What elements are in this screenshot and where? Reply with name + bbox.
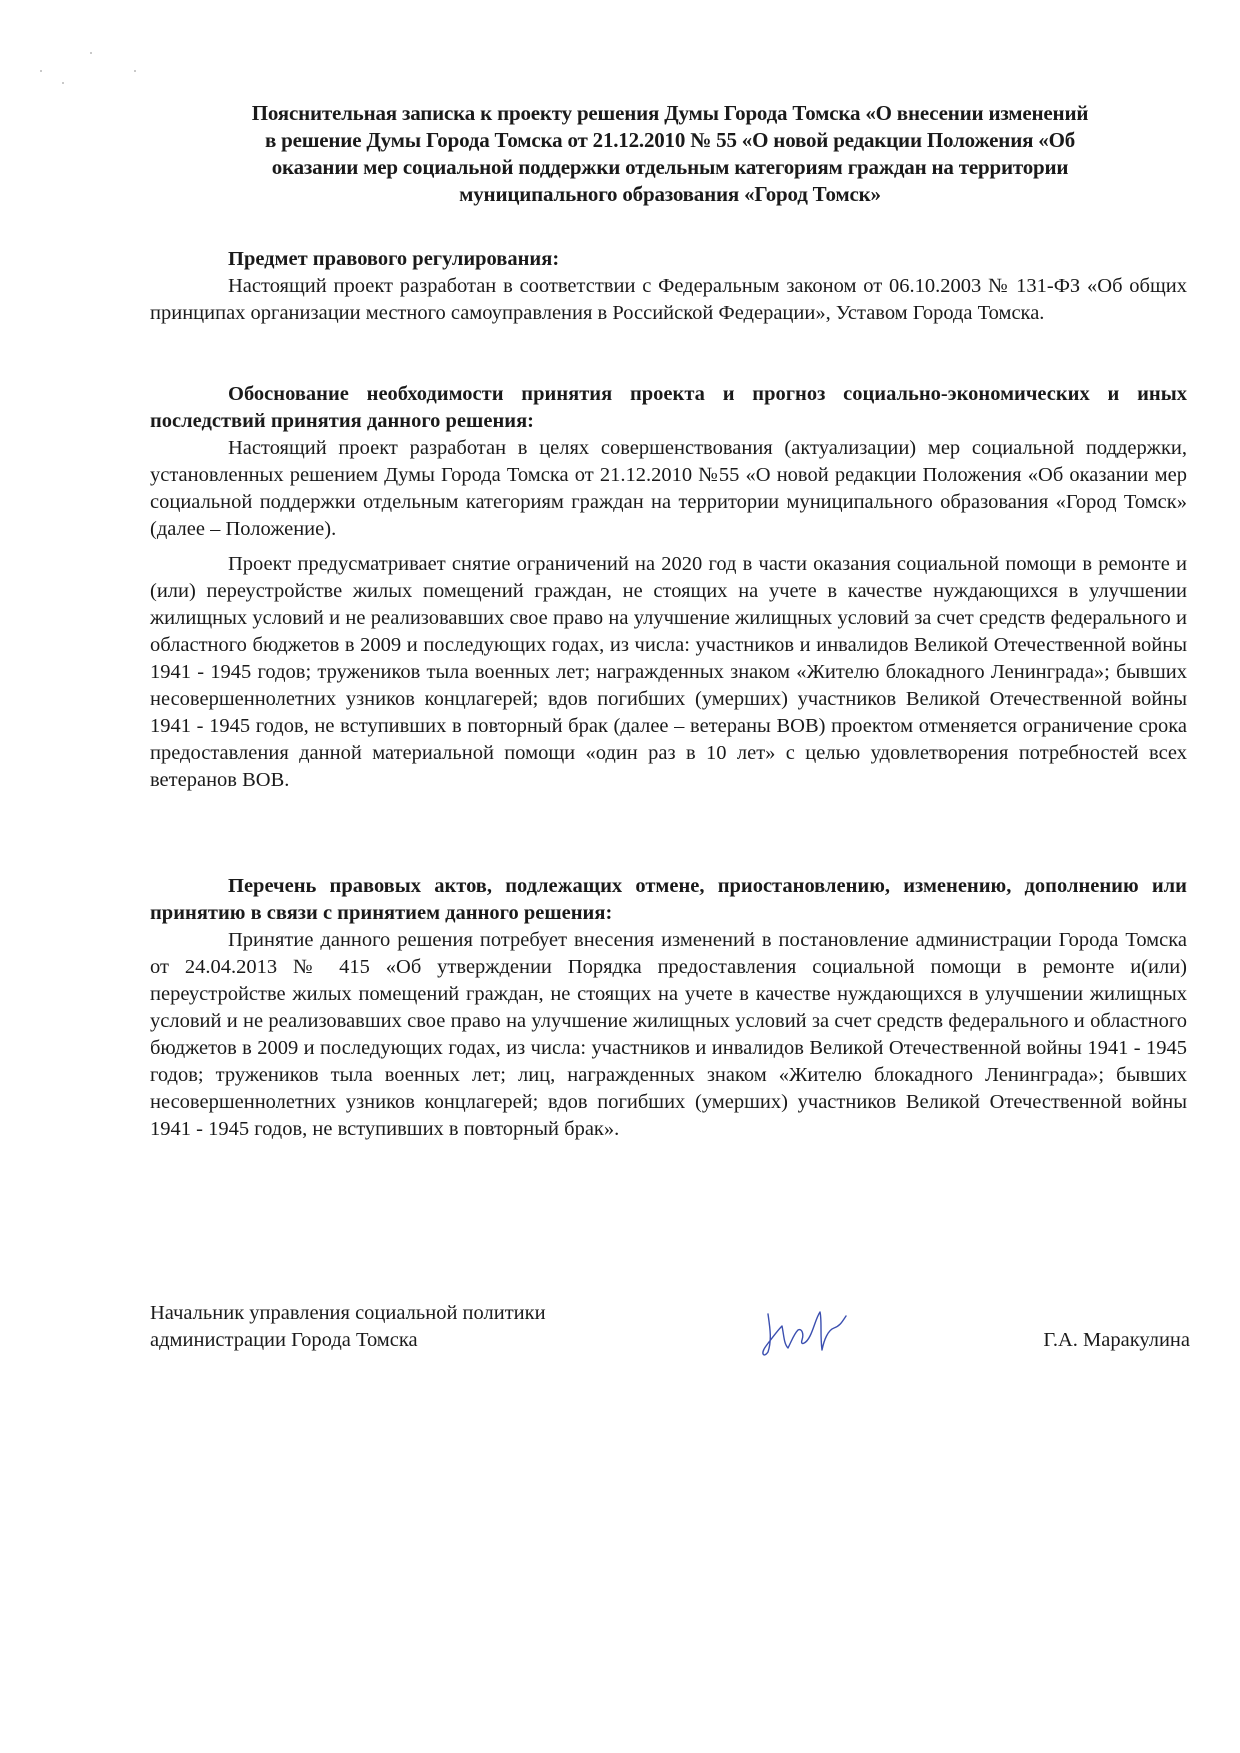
document-title xyxy=(150,100,1190,208)
section-paragraph: Принятие данного решения потребует внесения изменений в постановление администрации Города Томска от 24.04.2013 № 415 «Об утверждении Порядка предоставления социальной помощи в ремонте и(или) переустройстве жилых помещений граждан, не стоящих на учете в качестве нуждающихся в улучшении жилищных условий и не реализовавших свое право на улучшение жилищных условий за счет средств федерального и областного бюджетов в 2009 и последующих годах, из числа: участников и инвалидов Великой Отечественной войны 1941 - 1945 годов; тружеников тыла военных лет; лиц, награжденных знаком «Жителю блокадного Ленинграда»; бывших несовершеннолетних узников концлагерей; вдов погибших (умерших) участников Великой Отечественной войны 1941 - 1945 годов, не вступивших в повторный брак». xyxy=(150,929,1187,1140)
section-paragraph: Настоящий проект разработан в целях совершенствования (актуализации) мер социальной поддержки, установленных решением Думы Города Томска от 21.12.2010 №55 «О новой редакции Положения «Об оказании мер социальной поддержки отдельным категориям граждан на территории муниципального образования «Город Томск» (далее – Положение). xyxy=(150,437,1187,540)
signatory-role-line: Начальник управления социальной политики xyxy=(150,1302,546,1324)
signatory-role xyxy=(150,1300,546,1354)
section-rationale xyxy=(150,381,1187,794)
section-heading: Предмет правового регулирования: xyxy=(228,248,560,270)
section-paragraph: Проект предусматривает снятие ограничений на 2020 год в части оказания социальной помощи в ремонте и (или) переустройстве жилых помещений граждан, не стоящих на учете в качестве нуждающихся в улучшении жилищных условий и не реализовавших свое право на улучшение жилищных условий за счет средств федерального и областного бюджетов в 2009 и последующих годах, из числа: участников и инвалидов Великой Отечественной войны 1941 - 1945 годов; тружеников тыла военных лет; награжденных знаком «Жителю блокадного Ленинграда»; бывших несовершеннолетних узников концлагерей; вдов погибших (умерших) участников Великой Отечественной войны 1941 - 1945 годов, не вступивших в повторный брак (далее – ветераны ВОВ) проектом отменяется ограничение срока предоставления данной материальной помощи «один раз в 10 лет» с целью удовлетворения потребностей всех ветеранов ВОВ. xyxy=(150,553,1187,791)
signatory-name: Г.А. Маракулина xyxy=(1043,1329,1190,1351)
signatory-role-line: администрации Города Томска xyxy=(150,1329,418,1351)
section-subject xyxy=(150,246,1187,327)
title-line: Пояснительная записка к проекту решения Думы Города Томска «О внесении изменений xyxy=(251,101,1089,125)
scan-artifact xyxy=(134,70,136,72)
title-line: оказании мер социальной поддержки отдельным категориям граждан на территории xyxy=(271,155,1069,179)
scan-artifact xyxy=(40,70,42,72)
scan-artifact xyxy=(90,52,92,54)
handwritten-signature-icon xyxy=(750,1300,860,1360)
scan-artifact xyxy=(62,82,64,84)
section-legal-acts xyxy=(150,873,1187,1143)
signature-block xyxy=(150,1300,1190,1360)
title-line: в решение Думы Города Томска от 21.12.2010 № 55 «О новой редакции Положения «Об xyxy=(264,128,1076,152)
section-heading: Обоснование необходимости принятия проекта и прогноз социально-экономических и иных последствий принятия данного решения: xyxy=(150,383,1187,432)
section-heading: Перечень правовых актов, подлежащих отмене, приостановлению, изменению, дополнению или принятию в связи с принятием данного решения: xyxy=(150,875,1187,924)
title-line: муниципального образования «Город Томск» xyxy=(459,182,881,206)
section-paragraph: Настоящий проект разработан в соответствии с Федеральным законом от 06.10.2003 № 131-ФЗ «Об общих принципах организации местного самоуправления в Российской Федерации», Уставом Города Томска. xyxy=(150,275,1187,324)
